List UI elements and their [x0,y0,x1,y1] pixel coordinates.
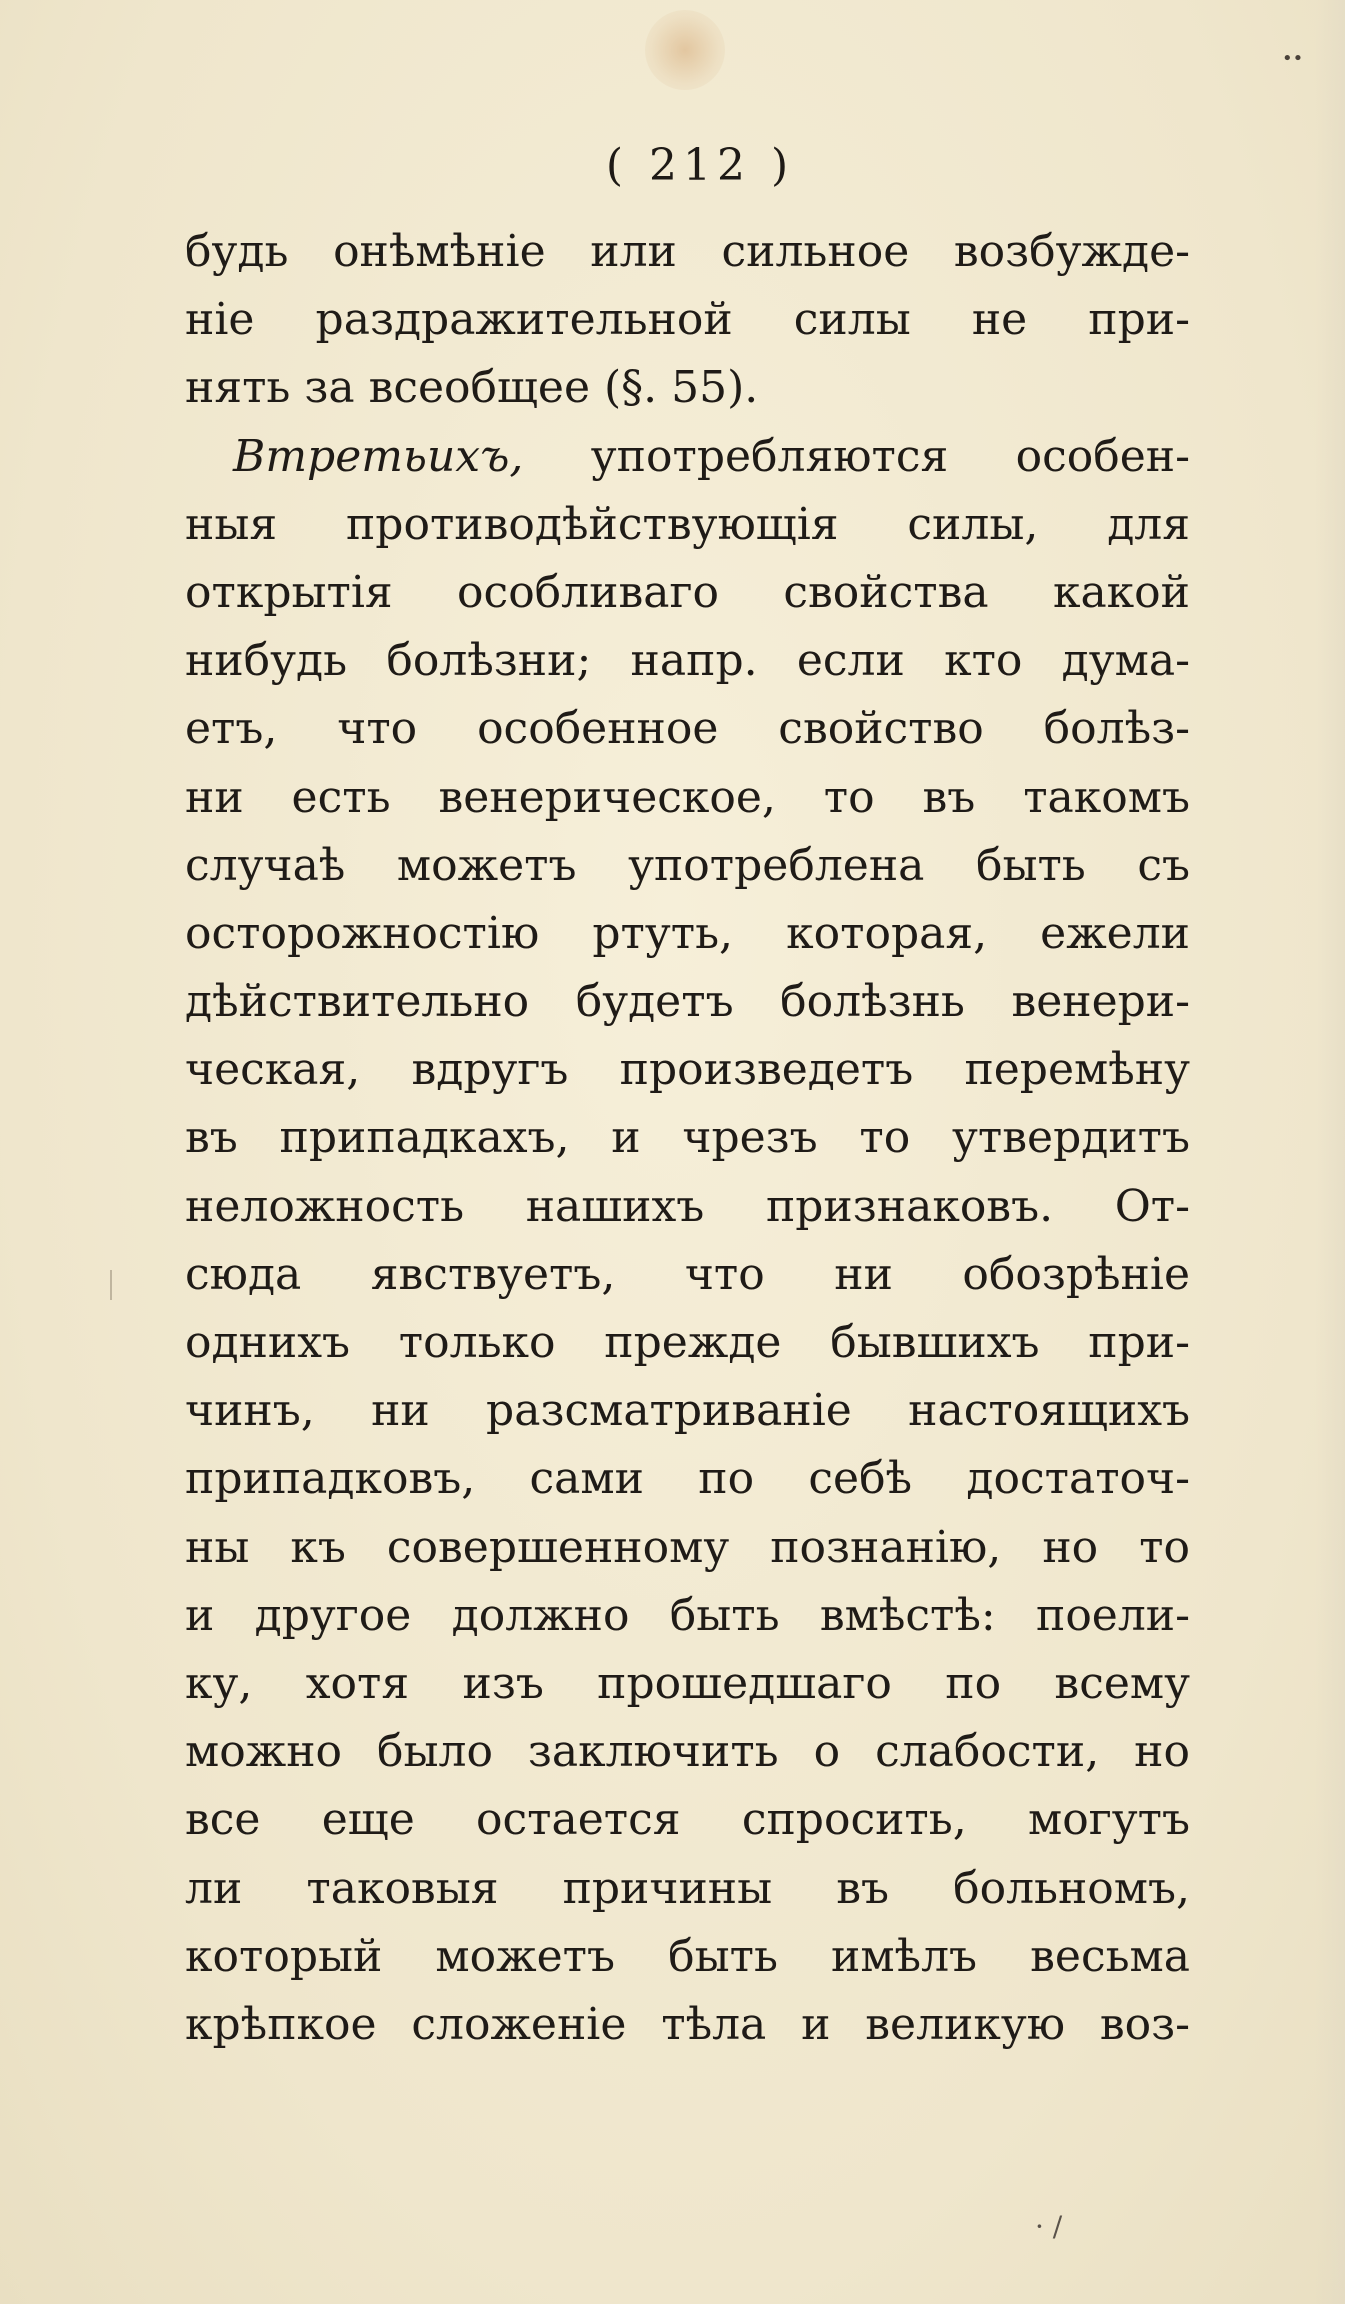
text-line-15: неложность нашихъ признаковъ. От- [185,1180,1190,1232]
text-line-27: крѣпкое сложенiе тѣла и великую воз- [185,1998,1190,2050]
text-line-1: будь онѣмѣнiе или сильное возбужде- [185,226,1190,277]
text-line-17: однихъ только прежде бывшихъ при- [185,1317,1190,1368]
text-line-26: который можетъ быть имѣлъ весьма [185,1930,1190,1982]
page-stain [645,10,725,90]
text-line-12: дѣйствительно будетъ болѣзнь венери- [185,976,1190,1028]
italic-word: Втретьихъ, [233,430,524,482]
text-line-4 [185,423,1190,491]
text-line-10: случаѣ можетъ употреблена быть съ [185,839,1190,891]
text-line-24: все еще остается спросить, могутъ [185,1794,1190,1846]
text-line-14: въ припадкахъ, и чрезъ то утвердитъ [185,1112,1190,1164]
text-line-25: ли таковыя причины въ больномъ, [185,1862,1190,1914]
text-line-2: нiе раздражительной силы не при- [185,294,1190,346]
corner-mark: •• [1282,48,1304,69]
text-line-3: нять за всеобщее (§. 55). [185,362,759,414]
text-line-8: етъ, что особенное свойство болѣз- [185,703,1190,755]
page-number: ( 212 ) [605,140,795,191]
text-line-18: чинъ, ни разсматриванiе настоящихъ [185,1385,1190,1437]
text-line-5: ныя противодѣйствующiя силы, для [185,498,1190,550]
text-line-11: осторожностiю ртуть, которая, ежели [185,907,1190,959]
text-line-9: ни есть венерическое, то въ такомъ [185,771,1190,823]
text-line-13: ческая, вдругъ произведетъ перемѣну [185,1044,1190,1096]
text-line-4-rest: употребляются особен- [590,430,1190,482]
bottom-mark: · / [1035,2210,1063,2243]
text-line-22: ку, хотя изъ прошедшаго по всему [185,1657,1190,1709]
text-line-7: нибудь болѣзни; напр. если кто дума- [185,635,1190,687]
page-edge-shadow [1315,0,1345,2304]
text-line-21: и другое должно быть вмѣстѣ: поели- [185,1589,1190,1641]
text-line-20: ны къ совершенному познанiю, но то [185,1521,1190,1573]
body-text [185,218,1190,2059]
text-line-6: открытiя особливаго свойства какой [185,566,1190,618]
text-line-19: припадковъ, сами по себѣ достаточ- [185,1453,1190,1505]
text-line-16: сюда явствуетъ, что ни обозрѣнiе [185,1248,1190,1300]
text-line-23: можно было заключить о слабости, но [185,1726,1190,1778]
margin-mark [110,1270,112,1300]
